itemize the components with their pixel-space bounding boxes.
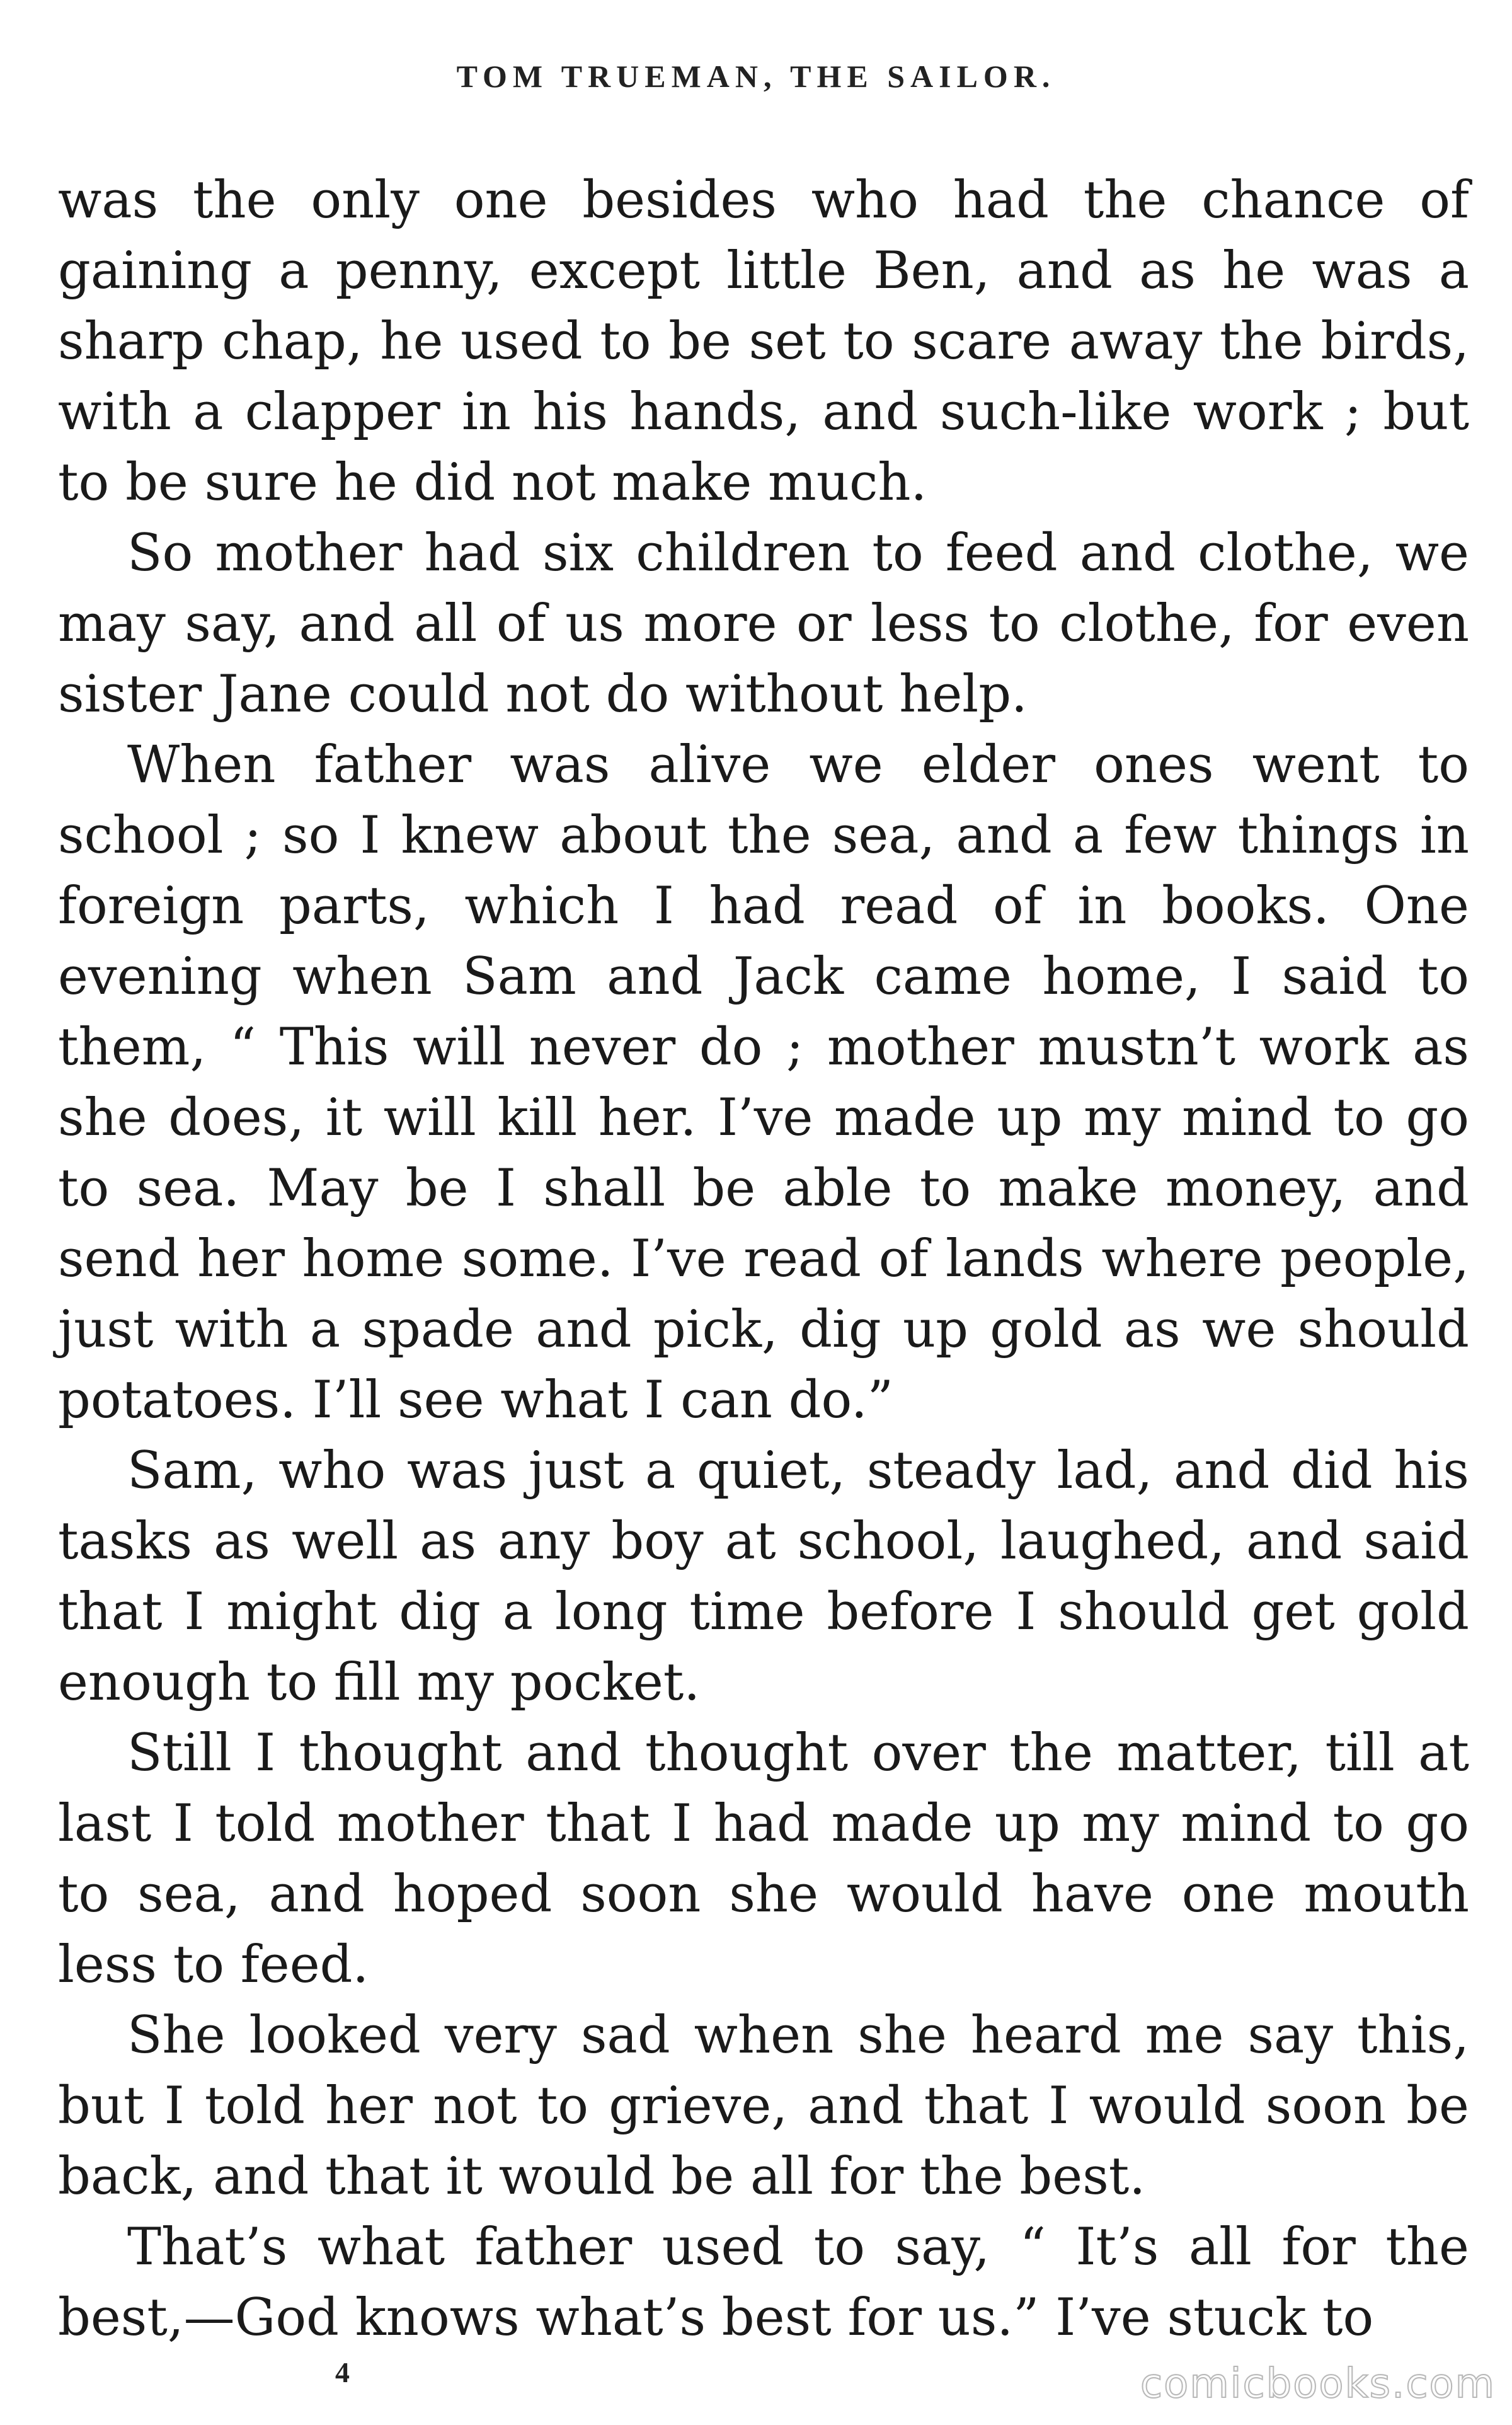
paragraph: Still I thought and thought over the matter, till at last I told mother that I had made up my mind to go to sea, and hoped soon she would have one mouth less to feed. [58,1724,1469,1995]
paragraph-continued: was the only one besides who had the chance of gaining a penny, except little Ben, and as he was a sharp chap, he used to be set to scare away the birds, with a clapper in his hands, and such-like work ; but to be sure he did not make much. [58,171,1469,512]
signature-mark: 4 [335,2356,350,2388]
paragraph: When father was alive we elder ones went to school ; so I knew about the sea, and a few things in foreign parts, which I had read of in books. One evening when Sam and Jack came home, I said to them, “ This will never do ; mother mustn’t work as she does, it will kill her. I’ve made up my mind to go to sea. May be I shall be able to make money, and send her home some. I’ve read of lands where people, just with a spade and pick, dig up gold as we should potatoes. I’ll see what I can do.” [58,735,1469,1430]
running-title: TOM TRUEMAN, THE SAILOR. [456,59,1056,94]
watermark: comicbooks.com [1140,2361,1496,2407]
paragraph: Sam, who was just a quiet, steady lad, and did his tasks as well as any boy at school, laughed, and said that I might dig a long time before I should get gold enough to fill my pocket. [58,1441,1469,1712]
paragraph: She looked very sad when she heard me say this, but I told her not to grieve, and that I would soon be back, and that it would be all for the best. [58,2006,1469,2206]
paragraph: So mother had six children to feed and clothe, we may say, and all of us more or less to clothe, for even sister Jane could not do without help. [58,524,1469,724]
body-text [58,165,1469,2353]
paragraph-continues: That’s what father used to say, “ It’s all for the best,—God knows what’s best for us.” I’ve stuck to [58,2218,1469,2347]
